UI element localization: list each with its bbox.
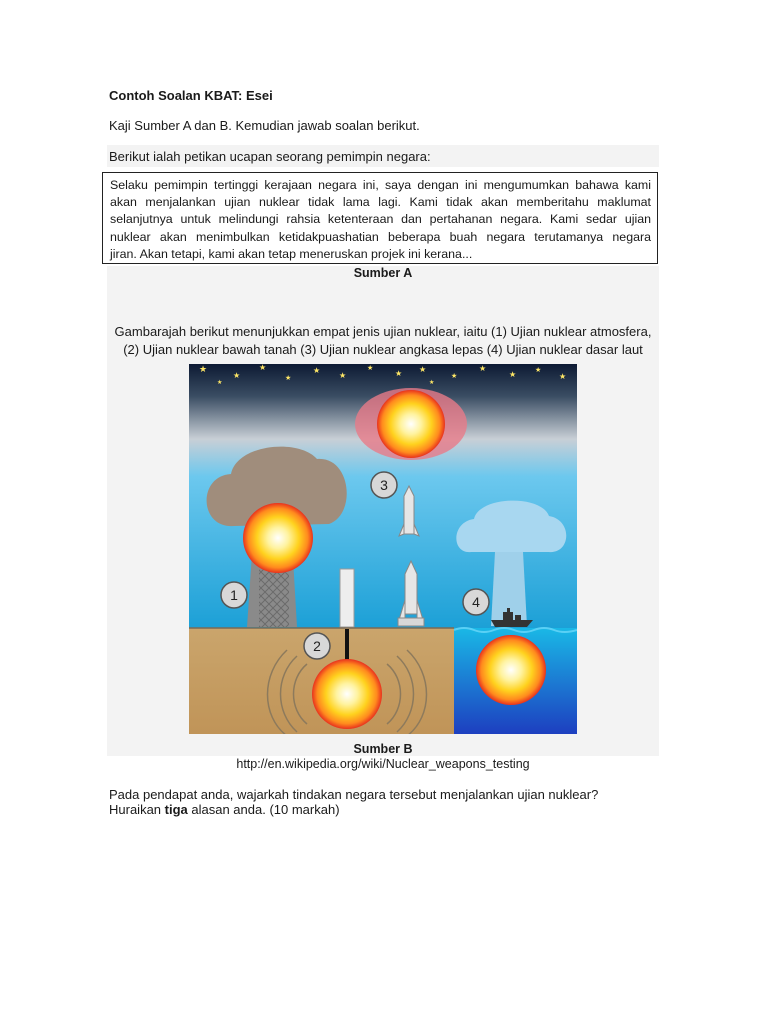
- source-b-caption: Sumber B: [353, 742, 413, 756]
- label-4-marker: [463, 589, 489, 615]
- question-line2-suffix: alasan anda. (10 markah): [187, 802, 340, 817]
- question-emphasis: tiga: [164, 802, 188, 817]
- quote-line: selanjutnya untuk melindungi rahsia ketenteraan dan pertahanan negara. Kami sedar ujian: [110, 212, 651, 227]
- svg-text:★: ★: [313, 366, 321, 375]
- diagram-description-line1: Gambarajah berikut menunjukkan empat jenis ujian nuklear, iaitu (1) Ujian nuklear atmosfera,: [114, 324, 652, 339]
- label-1: 1: [230, 587, 238, 603]
- label-3-marker: [371, 472, 397, 498]
- source-a-caption: Sumber A: [353, 266, 413, 280]
- label-1-marker: [221, 582, 247, 608]
- svg-text:★: ★: [233, 371, 241, 380]
- svg-text:★: ★: [395, 369, 403, 378]
- source-a-intro: Berikut ialah petikan ucapan seorang pemimpin negara:: [109, 149, 431, 164]
- essay-question: [109, 787, 598, 817]
- question-line1: Pada pendapat anda, wajarkah tindakan negara tersebut menjalankan ujian nuklear?: [109, 787, 599, 802]
- diagram-description: [107, 323, 659, 359]
- svg-text:★: ★: [217, 380, 223, 386]
- svg-text:★: ★: [285, 375, 292, 382]
- quote-line: akan menjalankan ujian nuklear tidak lama lagi. Kami tidak akan memberitahu maklumat: [110, 195, 651, 210]
- svg-text:★: ★: [199, 364, 208, 374]
- diagram-description-line2: (2) Ujian nuklear bawah tanah (3) Ujian nuklear angkasa lepas (4) Ujian nuklear dasar laut: [123, 342, 643, 357]
- svg-text:★: ★: [419, 365, 427, 374]
- nuclear-tests-diagram: [189, 364, 577, 734]
- quote-line: nuklear akan menimbulkan ketidakpuashatian beberapa buah negara terutamanya negara: [110, 229, 651, 244]
- svg-text:★: ★: [429, 380, 435, 386]
- underwater-fireball: [476, 635, 546, 705]
- question-line2: [109, 802, 598, 817]
- svg-text:★: ★: [367, 365, 374, 372]
- svg-text:★: ★: [535, 367, 542, 374]
- question-line2-prefix: Huraikan: [109, 802, 165, 817]
- source-url: http://en.wikipedia.org/wiki/Nuclear_weapons_testing: [236, 757, 530, 771]
- svg-text:★: ★: [451, 373, 458, 380]
- instruction-text: Kaji Sumber A dan B. Kemudian jawab soalan berikut.: [109, 118, 420, 133]
- quote-line: Selaku pemimpin tertinggi kerajaan negara ini, saya dengan ini mengumumkan bahawa kami: [110, 178, 651, 192]
- svg-text:★: ★: [479, 364, 487, 373]
- svg-text:★: ★: [559, 372, 567, 381]
- label-4: 4: [472, 594, 480, 610]
- shaft-tower: [340, 569, 354, 627]
- label-3: 3: [380, 477, 388, 493]
- quote-line: jiran. Akan tetapi, kami akan tetap meneruskan projek ini kerana...: [110, 246, 473, 261]
- svg-text:★: ★: [339, 371, 347, 380]
- label-2: 2: [313, 638, 321, 654]
- label-2-marker: [304, 633, 330, 659]
- space-fireball: [377, 390, 445, 458]
- underground-fireball: [312, 659, 382, 729]
- svg-text:★: ★: [509, 370, 517, 379]
- svg-text:★: ★: [259, 364, 267, 372]
- source-a-quote-box: [102, 172, 658, 264]
- page-title: Contoh Soalan KBAT: Esei: [109, 88, 273, 103]
- atmospheric-fireball: [243, 503, 313, 573]
